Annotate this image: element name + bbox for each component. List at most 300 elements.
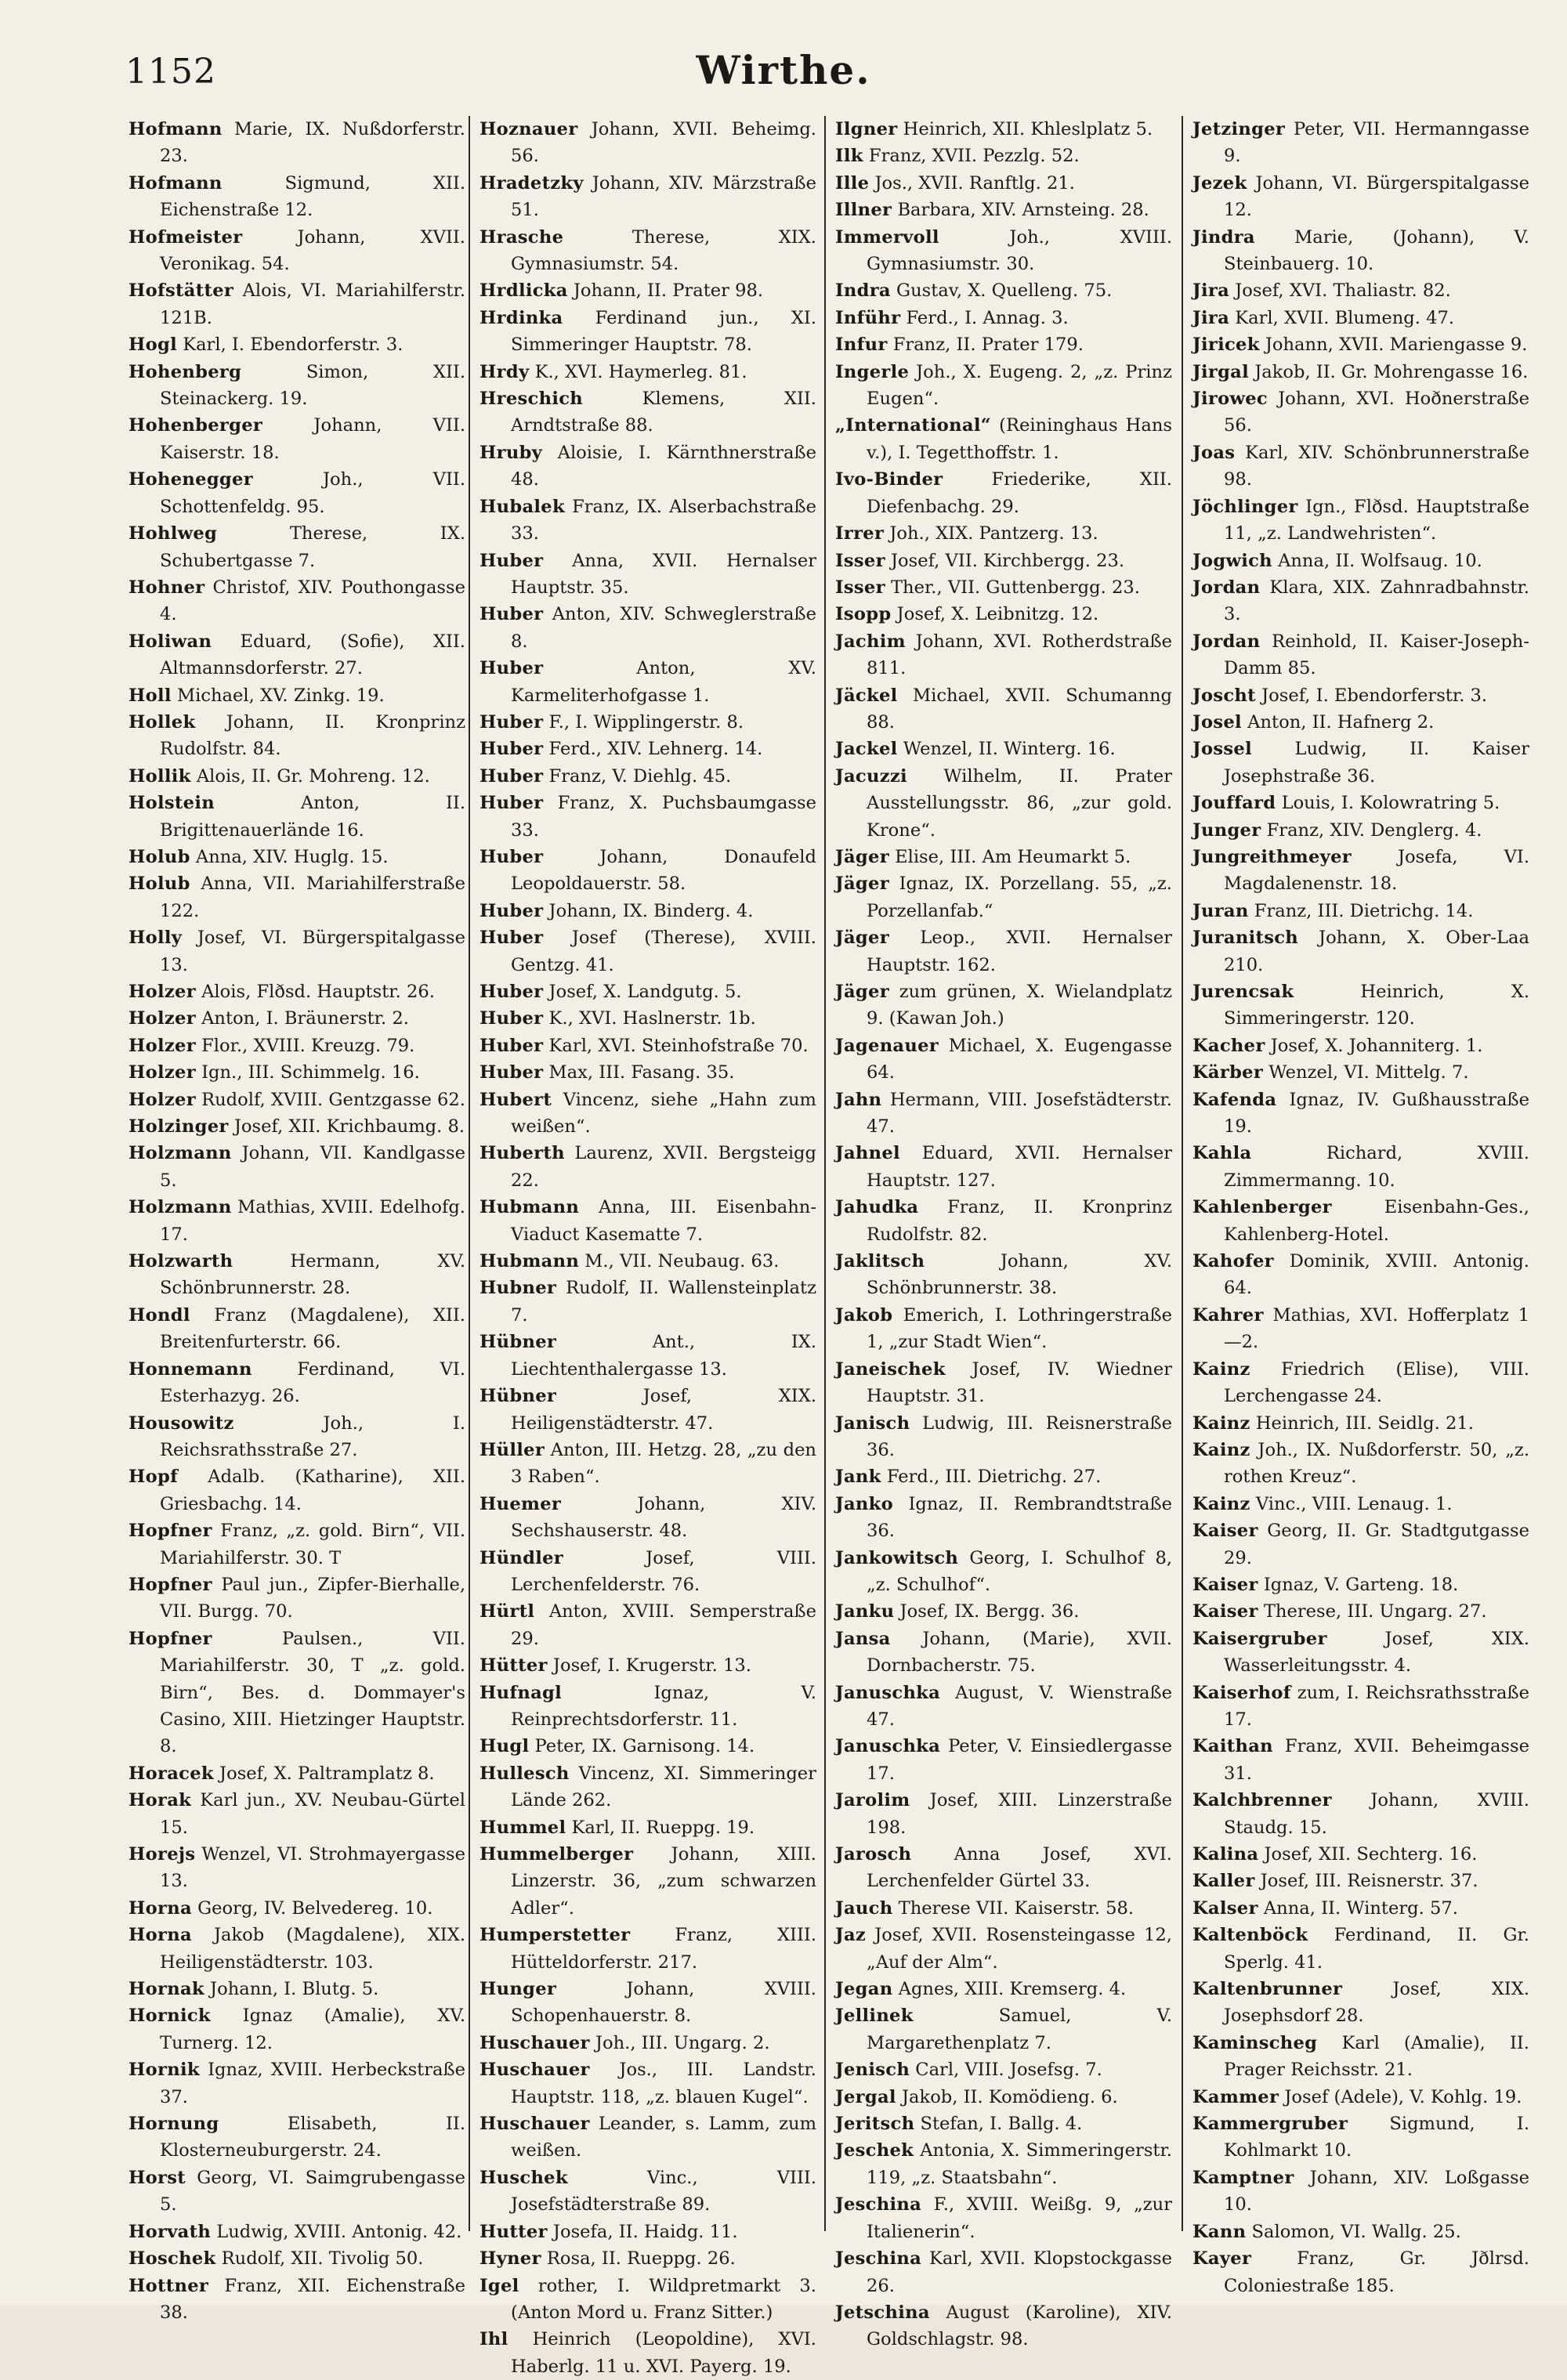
entry-details: Ther., VII. Guttenbergg. 23. — [890, 577, 1140, 598]
entry-details: Vincenz, XI. Simmeringer Lände 262. — [511, 1763, 816, 1811]
entry-name: Jäger — [835, 982, 889, 1002]
directory-entry — [835, 978, 1172, 1033]
entry-details: Marie, (Johann), V. Steinbauerg. 10. — [1224, 226, 1529, 275]
directory-entry — [835, 1841, 1172, 1895]
entry-name: Jira — [1192, 307, 1230, 328]
entry-name: Hübner — [480, 1332, 557, 1353]
directory-entry — [128, 1787, 465, 1841]
directory-entry — [1192, 170, 1529, 224]
entry-details: Barbara, XIV. Arnsteing. 28. — [897, 200, 1149, 221]
entry-details: Therese, III. Ungarg. 27. — [1263, 1601, 1487, 1622]
entry-name: Jaz — [835, 1925, 867, 1946]
entry-details: Heinrich, III. Seidlg. 21. — [1255, 1412, 1474, 1434]
directory-entry — [128, 170, 465, 224]
directory-entry — [480, 1059, 816, 1086]
directory-entry — [128, 844, 465, 870]
entry-name: Huschauer — [480, 2060, 590, 2081]
entry-name: Jachim — [835, 631, 906, 652]
entry-details: Laurenz, XVII. Bergsteigg 22. — [511, 1143, 816, 1191]
entry-details: Ign., III. Schimmelg. 16. — [201, 1062, 420, 1083]
entry-name: Holzer — [128, 1035, 196, 1056]
entry-name: Kammer — [1192, 2086, 1279, 2107]
entry-details: Vinc., VIII. Lenaug. 1. — [1255, 1493, 1453, 1514]
entry-name: Hullesch — [480, 1763, 570, 1784]
entry-name: Kainz — [1192, 1412, 1250, 1434]
entry-name: Hummel — [480, 1817, 566, 1838]
entry-name: Horst — [128, 2167, 186, 2188]
directory-entry — [835, 2191, 1172, 2245]
entry-details: Anna Josef, XVI. Lerchenfelder Gürtel 33. — [867, 1844, 1172, 1892]
directory-entry — [835, 2084, 1172, 2111]
directory-entry — [835, 331, 1172, 358]
entry-details: Johann, XVI. Rotherdstraße 811. — [867, 631, 1172, 679]
directory-entry — [835, 1140, 1172, 1194]
entry-name: Huber — [480, 846, 544, 867]
entry-name: Hopf — [128, 1467, 179, 1488]
entry-name: Kainz — [1192, 1439, 1250, 1460]
directory-entry — [128, 359, 465, 413]
entry-details: Johann, I. Blutg. 5. — [210, 1979, 379, 2000]
directory-entry — [835, 1410, 1172, 1464]
directory-entry — [128, 412, 465, 466]
entry-name: Housowitz — [128, 1412, 234, 1434]
entry-details: Josef, X. Johanniterg. 1. — [1270, 1035, 1483, 1056]
entry-name: Holzmann — [128, 1197, 232, 1218]
entry-details: K., XVI. Haslnerstr. 1b. — [548, 1008, 756, 1029]
directory-entry — [835, 2245, 1172, 2299]
entry-details: Ferd., I. Annag. 3. — [906, 307, 1069, 328]
directory-entry — [128, 2056, 465, 2111]
directory-entry — [128, 1760, 465, 1787]
entry-name: Hornak — [128, 1979, 204, 2000]
entry-details: Ferdinand jun., XI. Simmeringer Hauptstr. 78. — [511, 307, 816, 356]
entry-details: Leander, s. Lamm, zum weißen. — [511, 2114, 816, 2161]
entry-name: Janko — [835, 1493, 893, 1514]
directory-entry — [480, 1383, 816, 1437]
entry-name: Isser — [835, 577, 885, 598]
entry-name: Huber — [480, 658, 544, 679]
entry-details: Josef, I. Ebendorferstr. 3. — [1261, 685, 1488, 706]
entry-name: Jira — [1192, 280, 1230, 302]
entry-details: Karl, I. Ebendorferstr. 3. — [183, 335, 404, 356]
entry-details: Wenzel, II. Winterg. 16. — [903, 739, 1116, 760]
entry-details: Joh., III. Ungarg. 2. — [595, 2032, 770, 2053]
entry-name: Jeschek — [835, 2140, 914, 2161]
directory-entry — [835, 520, 1172, 547]
entry-name: Jirowec — [1192, 389, 1268, 410]
entry-name: Horna — [128, 1897, 192, 1919]
directory-entry — [480, 1652, 816, 1679]
directory-entry — [1192, 1626, 1529, 1680]
directory-entry — [835, 1356, 1172, 1410]
directory-entry — [480, 548, 816, 602]
directory-entry — [835, 1545, 1172, 1599]
directory-entry — [1192, 1868, 1529, 1894]
entry-name: Holzer — [128, 1062, 196, 1083]
directory-entry — [480, 736, 816, 762]
entry-details: Ferdinand, VI. Esterhazyg. 26. — [160, 1358, 465, 1407]
entry-details: Franz, IX. Alserbachstraße 33. — [511, 496, 816, 544]
directory-entry — [1192, 898, 1529, 924]
entry-name: Horvath — [128, 2221, 212, 2242]
entry-name: Indra — [835, 280, 891, 302]
directory-entry — [480, 2245, 816, 2272]
directory-entry — [835, 601, 1172, 628]
directory-entry — [128, 978, 465, 1005]
entry-name: Jordan — [1192, 631, 1261, 652]
entry-name: Hornick — [128, 2006, 211, 2027]
directory-entry — [128, 2245, 465, 2272]
entry-details: Johann, II. Prater 98. — [573, 280, 764, 302]
entry-details: Agnes, XIII. Kremserg. 4. — [898, 1979, 1127, 2000]
entry-details: Gustav, X. Quelleng. 75. — [896, 280, 1113, 302]
entry-name: Hugl — [480, 1736, 530, 1757]
entry-name: Hofmann — [128, 119, 223, 139]
directory-entry — [1192, 1140, 1529, 1194]
directory-entry — [480, 2326, 816, 2380]
entry-name: Kamptner — [1192, 2167, 1294, 2188]
entry-name: Kaminscheg — [1192, 2032, 1318, 2053]
entry-name: Kafenda — [1192, 1089, 1277, 1110]
entry-name: Hreschich — [480, 389, 583, 410]
entry-name: Jarosch — [835, 1844, 912, 1865]
entry-name: Jetzinger — [1192, 119, 1286, 139]
directory-entry — [835, 2137, 1172, 2191]
entry-details: Johann, XVIII. Staudg. 15. — [1224, 1790, 1529, 1838]
directory-entry — [1192, 385, 1529, 439]
directory-entry — [480, 1598, 816, 1652]
directory-entry — [835, 1491, 1172, 1545]
directory-entry — [480, 2056, 816, 2111]
entry-name: Holzer — [128, 1089, 196, 1110]
entry-details: Johann, VII. Kaiserstr. 18. — [160, 415, 466, 463]
entry-name: Kaiser — [1192, 1574, 1258, 1595]
entry-details: Franz, X. Puchsbaumgasse 33. — [511, 793, 816, 841]
directory-entry — [128, 1463, 465, 1517]
entry-name: „International“ — [835, 415, 992, 436]
entry-name: Hopfner — [128, 1628, 212, 1649]
entry-details: Johann, VI. Bürgerspitalgasse 12. — [1224, 172, 1529, 221]
directory-entry — [128, 628, 465, 682]
directory-entry — [128, 2002, 465, 2056]
entry-name: Jirgal — [1192, 361, 1249, 382]
entry-name: Immervoll — [835, 226, 939, 248]
entry-name: Jöchlinger — [1192, 496, 1298, 517]
entry-details: Ignaz, V. Reinprechtsdorferstr. 11. — [511, 1682, 816, 1730]
entry-details: Johann, XVII. Beheimg. 56. — [511, 119, 816, 167]
directory-entry — [128, 1087, 465, 1113]
entry-details: Johann, XVIII. Schopenhauerstr. 8. — [511, 1979, 816, 2027]
directory-entry — [835, 924, 1172, 978]
entry-details: Anna, XIV. Huglg. 15. — [195, 846, 389, 867]
directory-entry — [1192, 790, 1529, 816]
directory-entry — [480, 116, 816, 170]
entry-name: Ivo-Binder — [835, 469, 943, 490]
entry-details: Joh., X. Eugeng. 2, „z. Prinz Eugen“. — [867, 361, 1172, 410]
entry-details: Mathias, XVIII. Edelhofg. 17. — [160, 1197, 465, 1245]
entry-details: Franz, II. Kronprinz Rudolfstr. 82. — [867, 1197, 1172, 1245]
entry-name: Kahofer — [1192, 1251, 1274, 1272]
directory-entry — [1192, 1976, 1529, 2030]
entry-name: Kainz — [1192, 1493, 1250, 1514]
entry-name: Hollik — [128, 765, 191, 787]
entry-details: Eduard, (Sofie), XII. Altmannsdorferstr. 27. — [160, 631, 465, 679]
directory-entry — [128, 277, 465, 331]
entry-details: Franz, III. Dietrichg. 14. — [1254, 900, 1474, 921]
directory-entry — [480, 1491, 816, 1545]
directory-entry — [1192, 1787, 1529, 1841]
entry-details: Josef, XII. Sechterg. 16. — [1264, 1844, 1478, 1865]
directory-entry — [835, 1976, 1172, 2002]
entry-name: Huber — [480, 900, 544, 921]
directory-entry — [128, 1005, 465, 1032]
entry-details: Josef, III. Reisnerstr. 37. — [1260, 1871, 1478, 1892]
directory-entry — [128, 1410, 465, 1464]
entry-details: Christof, XIV. Pouthongasse 4. — [160, 577, 465, 625]
directory-entry — [480, 1140, 816, 1194]
directory-entry — [128, 1841, 465, 1895]
entry-name: Kann — [1192, 2221, 1247, 2242]
entry-details: Johann, VII. Kandlgasse 5. — [160, 1143, 465, 1191]
entry-name: Hohenberg — [128, 361, 242, 382]
entry-details: Josef (Therese), XVIII. Gentzg. 41. — [511, 928, 816, 975]
entry-name: Kalser — [1192, 1897, 1258, 1919]
entry-details: F., XVIII. Weißg. 9, „zur Italienerin“. — [867, 2194, 1172, 2242]
entry-details: Alois, II. Gr. Mohreng. 12. — [196, 765, 430, 787]
entry-details: August (Karoline), XIV. Goldschlagstr. 98. — [867, 2302, 1172, 2350]
entry-name: Huberth — [480, 1143, 565, 1164]
entry-name: Kaltenbrunner — [1192, 1979, 1343, 2000]
entry-details: Johann, XVII. Mariengasse 9. — [1265, 335, 1528, 356]
entry-name: Horak — [128, 1790, 192, 1811]
entry-name: Jauch — [835, 1897, 893, 1919]
entry-details: Josef, VII. Kirchbergg. 23. — [890, 550, 1125, 571]
directory-entry — [128, 1113, 465, 1140]
entry-details: Rudolf, XVIII. Gentzgasse 62. — [201, 1089, 465, 1110]
entry-name: Humperstetter — [480, 1925, 631, 1946]
entry-details: Wilhelm, II. Prater Ausstellungsstr. 86, „zur gold. Krone“. — [867, 765, 1172, 841]
entry-name: Huber — [480, 1008, 544, 1029]
directory-entry — [480, 790, 816, 844]
entry-name: Isser — [835, 550, 885, 571]
column-divider — [1182, 116, 1183, 2231]
entry-name: Jordan — [1192, 577, 1261, 598]
directory-entry — [128, 1517, 465, 1572]
entry-details: Anton, XVIII. Semperstraße 29. — [511, 1601, 816, 1649]
entry-details: Franz, XVII. Beheimgasse 31. — [1224, 1736, 1529, 1784]
entry-details: Johann, XIV. Sechshauserstr. 48. — [511, 1493, 816, 1542]
entry-name: Junger — [1192, 819, 1261, 841]
directory-column-4 — [1192, 116, 1530, 2296]
directory-entry — [480, 978, 816, 1005]
entry-details: Emerich, I. Lothringerstraße 1, „zur Stadt Wien“. — [867, 1304, 1172, 1353]
directory-entry — [480, 1680, 816, 1734]
directory-entry — [835, 1194, 1172, 1248]
entry-details: Joh., XIX. Pantzerg. 13. — [889, 523, 1098, 544]
entry-details: Reinhold, II. Kaiser-Joseph-Damm 85. — [1224, 631, 1529, 679]
entry-details: Richard, XVIII. Zimmermanng. 10. — [1224, 1143, 1529, 1191]
entry-name: Huber — [480, 739, 544, 760]
entry-details: Anton, II. Hafnerg 2. — [1247, 711, 1435, 732]
entry-name: Horacek — [128, 1763, 214, 1784]
entry-details: Therese, IX. Schubertgasse 7. — [160, 523, 465, 571]
directory-entry — [835, 1922, 1172, 1976]
entry-details: Georg, II. Gr. Stadtgutgasse 29. — [1224, 1521, 1529, 1568]
entry-name: Jogwich — [1192, 550, 1272, 571]
entry-name: Hrdinka — [480, 307, 563, 328]
entry-details: Georg, I. Schulhof 8, „z. Schulhof“. — [867, 1547, 1172, 1595]
entry-name: Hüller — [480, 1439, 545, 1460]
entry-name: Janeischek — [835, 1358, 946, 1380]
entry-details: Elisabeth, II. Klosterneuburgerstr. 24. — [160, 2114, 465, 2161]
directory-entry — [480, 2219, 816, 2245]
directory-entry — [1192, 1356, 1529, 1410]
entry-name: Hofstätter — [128, 280, 234, 302]
entry-details: Jakob, II. Gr. Mohrengasse 16. — [1254, 361, 1529, 382]
entry-name: Hopfner — [128, 1574, 212, 1595]
directory-columns — [118, 116, 1551, 2377]
entry-details: Jakob (Magdalene), XIX. Heiligenstädterstr. 103. — [160, 1925, 465, 1973]
directory-entry — [128, 1302, 465, 1356]
entry-name: Ille — [835, 172, 870, 194]
directory-entry — [1192, 439, 1529, 494]
entry-details: Anna, III. Eisenbahn-Viaduct Kasematte 7. — [511, 1197, 816, 1245]
entry-details: Heinrich, XII. Khleslplatz 5. — [903, 119, 1153, 139]
entry-name: Huber — [480, 550, 544, 571]
directory-entry — [128, 1033, 465, 1059]
entry-details: Hermann, VIII. Josefstädterstr. 47. — [867, 1089, 1172, 1138]
entry-name: Hottner — [128, 2275, 209, 2296]
directory-entry — [1192, 1302, 1529, 1356]
entry-name: Illner — [835, 200, 892, 221]
entry-details: Karl, II. Rueppg. 19. — [571, 1817, 755, 1838]
entry-details: Hermann, XV. Schönbrunnerstr. 28. — [160, 1251, 466, 1299]
directory-entry — [835, 763, 1172, 844]
entry-details: Anton, III. Hetzg. 28, „zu den 3 Raben“. — [511, 1439, 816, 1488]
entry-name: Ingerle — [835, 361, 910, 382]
entry-details: Ignaz, IX. Porzellang. 55, „z. Porzellanfab.“ — [867, 874, 1172, 921]
directory-entry — [128, 466, 465, 520]
directory-entry — [835, 548, 1172, 574]
entry-details: Wenzel, VI. Mittelg. 7. — [1268, 1062, 1469, 1083]
entry-name: Jaklitsch — [835, 1251, 925, 1272]
entry-name: Kaithan — [1192, 1736, 1273, 1757]
entry-name: Kaltenböck — [1192, 1925, 1308, 1946]
directory-entry — [1192, 1517, 1529, 1572]
directory-entry — [1192, 682, 1529, 709]
entry-details: Johann, XVI. Hoðnerstraße 56. — [1224, 389, 1529, 436]
entry-name: Jellinek — [835, 2006, 914, 2027]
directory-entry — [835, 2056, 1172, 2083]
entry-details: Joh., VII. Schottenfeldg. 95. — [160, 469, 466, 517]
entry-name: Hrdlicka — [480, 280, 568, 302]
directory-entry — [835, 2002, 1172, 2056]
directory-entry — [1192, 1194, 1529, 1248]
entry-name: Honnemann — [128, 1358, 252, 1380]
entry-name: Jossel — [1192, 739, 1252, 760]
entry-details: Anton, XIV. Schweglerstraße 8. — [511, 604, 816, 652]
entry-details: Josef, XII. Krichbaumg. 8. — [233, 1116, 465, 1138]
directory-entry — [480, 1005, 816, 1032]
entry-name: Huber — [480, 1062, 544, 1083]
entry-details: Joh., IX. Nußdorferstr. 50, „z. rothen Kreuz“. — [1224, 1439, 1529, 1488]
entry-name: Jurencsak — [1192, 982, 1294, 1002]
entry-name: Jezek — [1192, 172, 1247, 194]
directory-entry — [128, 1572, 465, 1626]
directory-entry — [128, 924, 465, 978]
entry-details: August, V. Wienstraße 47. — [867, 1682, 1172, 1730]
entry-name: Jagenauer — [835, 1035, 939, 1056]
entry-details: Max, III. Fasang. 35. — [548, 1062, 735, 1083]
directory-entry — [128, 1059, 465, 1086]
entry-name: Hubmann — [480, 1251, 580, 1272]
entry-details: Ign., Flðsd. Hauptstraße 11, „z. Landwehristen“. — [1224, 496, 1529, 544]
column-divider — [469, 116, 470, 2231]
directory-entry — [1192, 709, 1529, 736]
entry-name: Holstein — [128, 793, 215, 814]
directory-entry — [1192, 1410, 1529, 1437]
entry-name: Hufnagl — [480, 1682, 563, 1703]
entry-name: Hunger — [480, 1979, 557, 2000]
entry-details: Eduard, XVII. Hernalser Hauptstr. 127. — [867, 1143, 1172, 1191]
directory-entry — [480, 924, 816, 978]
directory-entry — [480, 305, 816, 359]
directory-column-3 — [835, 116, 1173, 2350]
entry-details: Anton, XV. Karmeliterhofgasse 1. — [511, 658, 816, 706]
entry-details: Johann, IX. Binderg. 4. — [548, 900, 754, 921]
entry-name: Hubalek — [480, 496, 565, 517]
entry-name: Huschauer — [480, 2032, 590, 2053]
entry-name: Hündler — [480, 1547, 563, 1568]
entry-details: Wenzel, VI. Strohmayergasse 13. — [160, 1844, 466, 1892]
entry-details: Josef, XVI. Thaliastr. 82. — [1235, 280, 1451, 302]
entry-name: Hofmann — [128, 172, 223, 194]
entry-details: Friedrich (Elise), VIII. Lerchengasse 24. — [1224, 1358, 1529, 1407]
entry-name: Kaller — [1192, 1871, 1255, 1892]
directory-entry — [128, 2111, 465, 2165]
entry-name: Jetschina — [835, 2302, 930, 2323]
entry-name: Holzwarth — [128, 1251, 233, 1272]
entry-name: Huschek — [480, 2167, 568, 2188]
entry-details: Joh., I. Reichsrathsstraße 27. — [160, 1412, 465, 1460]
directory-entry — [128, 224, 465, 278]
entry-name: Jahn — [835, 1089, 882, 1110]
directory-entry — [480, 170, 816, 224]
directory-entry — [1192, 359, 1529, 385]
entry-details: Anna, II. Winterg. 57. — [1263, 1897, 1458, 1919]
directory-entry — [835, 844, 1172, 870]
entry-name: Jacuzzi — [835, 765, 907, 787]
directory-entry — [128, 1895, 465, 1922]
entry-details: Ignaz, V. Garteng. 18. — [1263, 1574, 1459, 1595]
entry-name: Ilgner — [835, 119, 898, 139]
entry-name: Jahnel — [835, 1143, 900, 1164]
entry-name: Huber — [480, 793, 544, 814]
directory-entry — [1192, 1033, 1529, 1059]
directory-entry — [128, 116, 465, 170]
directory-entry — [835, 1895, 1172, 1922]
directory-entry — [1192, 978, 1529, 1033]
page-number: 1152 — [125, 52, 216, 92]
entry-details: Johann, XIV. Märzstraße 51. — [511, 172, 816, 221]
entry-details: Franz, Gr. Jðlrsd. Coloniestraße 185. — [1224, 2248, 1529, 2296]
directory-entry — [835, 2299, 1172, 2353]
entry-name: Holub — [128, 846, 190, 867]
entry-details: Anna, VII. Mariahilferstraße 122. — [160, 874, 465, 921]
entry-details: Klara, XIX. Zahnradbahnstr. 3. — [1224, 577, 1529, 625]
directory-entry — [1192, 1680, 1529, 1734]
directory-entry — [835, 466, 1172, 520]
